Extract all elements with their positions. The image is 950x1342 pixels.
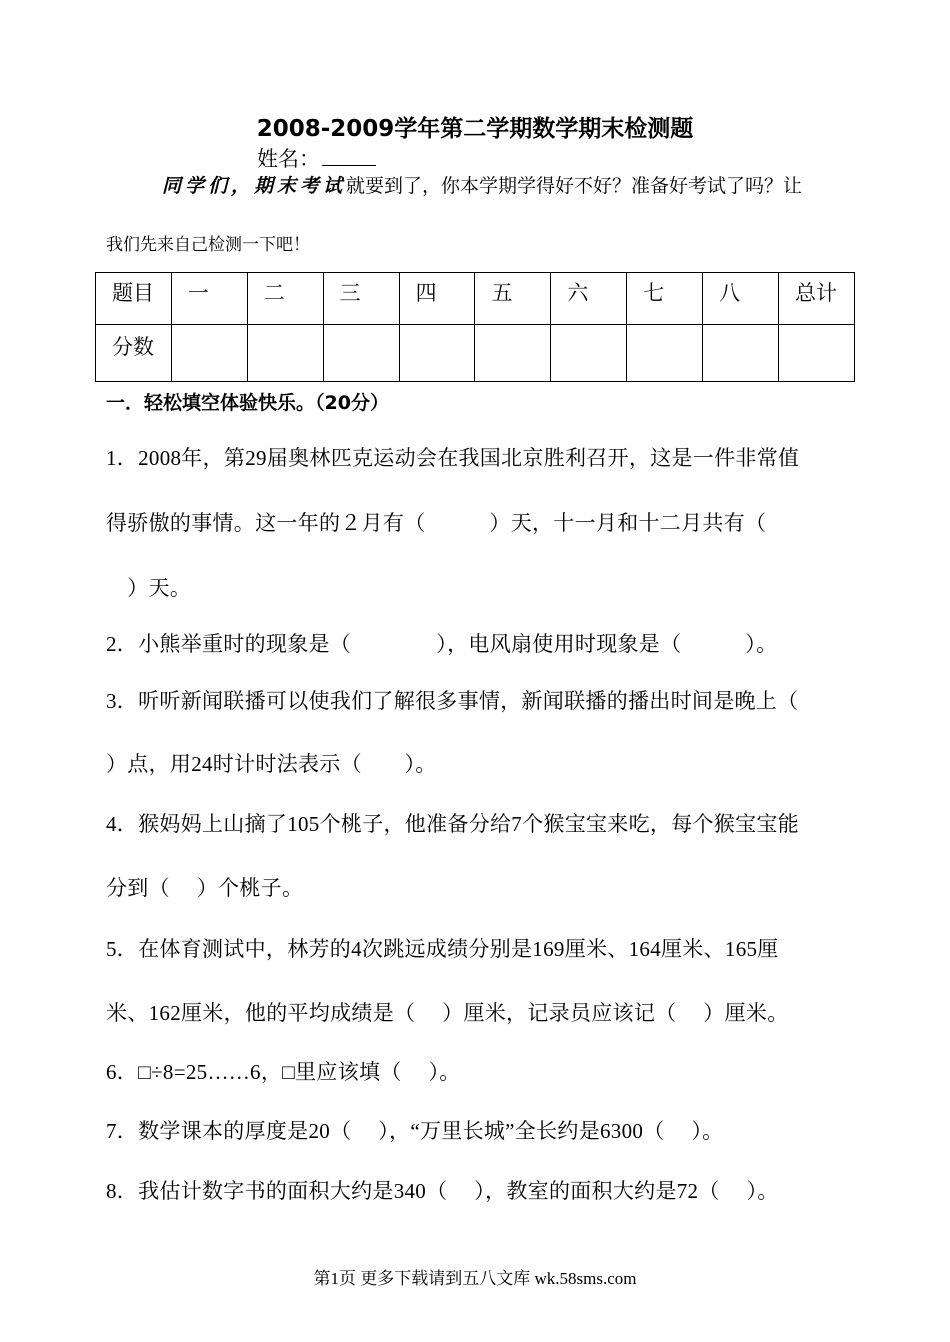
intro-emphasis: 同学们，期末考试 (162, 175, 347, 197)
score-table-header-cell: 二 (247, 273, 323, 325)
question-line: ）点，用24时计时法表示（ ）。 (106, 752, 437, 776)
name-blank (322, 147, 376, 166)
score-table-header-cell: 题目 (96, 273, 172, 325)
intro-line-2: 我们先来自己检测一下吧！ (106, 235, 310, 254)
score-cell (779, 325, 855, 382)
question-line: 得骄傲的事情。这一年的２月有（ ）天，十一月和十二月共有（ (106, 511, 767, 535)
score-table-header-cell: 总计 (779, 273, 855, 325)
question-line: 分到（ ）个桃子。 (106, 876, 304, 900)
question-line: 6．□÷8=25……6，□里应该填（ ）。 (106, 1060, 461, 1084)
score-cell (171, 325, 247, 382)
intro-line-1 (162, 171, 802, 198)
score-table-header-row (96, 273, 855, 325)
score-table-header-cell: 六 (551, 273, 627, 325)
question-line: 7．数学课本的厚度是20（ ），“万里长城”全长约是6300（ ）。 (106, 1119, 724, 1143)
question-line: 5．在体育测试中，林芳的4次跳远成绩分别是169厘米、164厘米、165厘 (106, 937, 779, 961)
score-table-header-cell: 八 (703, 273, 779, 325)
score-table (95, 272, 855, 382)
score-cell (399, 325, 475, 382)
score-cell (247, 325, 323, 382)
question-line: 1．2008年，第29届奥林匹克运动会在我国北京胜利召开，这是一件非常值 (106, 446, 800, 470)
score-table-header-cell: 一 (171, 273, 247, 325)
question-line: 米、162厘米，他的平均成绩是（ ）厘米，记录员应该记（ ）厘米。 (106, 1001, 789, 1025)
name-field (257, 143, 376, 173)
score-table-header-cell: 七 (627, 273, 703, 325)
section-1-title: 一．轻松填空体验快乐。（20分） (106, 392, 389, 414)
score-cell (323, 325, 399, 382)
score-table-header-cell: 五 (475, 273, 551, 325)
question-line: 3．听听新闻联播可以使我们了解很多事情，新闻联播的播出时间是晚上（ (106, 689, 799, 713)
score-cell (551, 325, 627, 382)
question-line: 4．猴妈妈上山摘了105个桃子，他准备分给7个猴宝宝来吃，每个猴宝宝能 (106, 812, 799, 836)
score-row-label: 分数 (96, 325, 172, 382)
page-footer: 第1页 更多下载请到五八文库 wk.58sms.com (313, 1269, 637, 1288)
intro-line-1-rest: 就要到了，你本学期学得好不好？准备好考试了吗？让 (346, 176, 803, 197)
score-cell (703, 325, 779, 382)
score-cell (475, 325, 551, 382)
score-cell (627, 325, 703, 382)
page-title: 2008-2009学年第二学期数学期末检测题 (256, 116, 694, 142)
question-line: ）天。 (106, 576, 192, 600)
name-label: 姓名： (257, 147, 320, 171)
question-line: 2．小熊举重时的现象是（ ），电风扇使用时现象是（ ）。 (106, 632, 778, 656)
score-table-header-cell: 三 (323, 273, 399, 325)
question-line: 8．我估计数字书的面积大约是340（ ），教室的面积大约是72（ ）。 (106, 1179, 779, 1203)
score-table-score-row (96, 325, 855, 382)
score-table-header-cell: 四 (399, 273, 475, 325)
